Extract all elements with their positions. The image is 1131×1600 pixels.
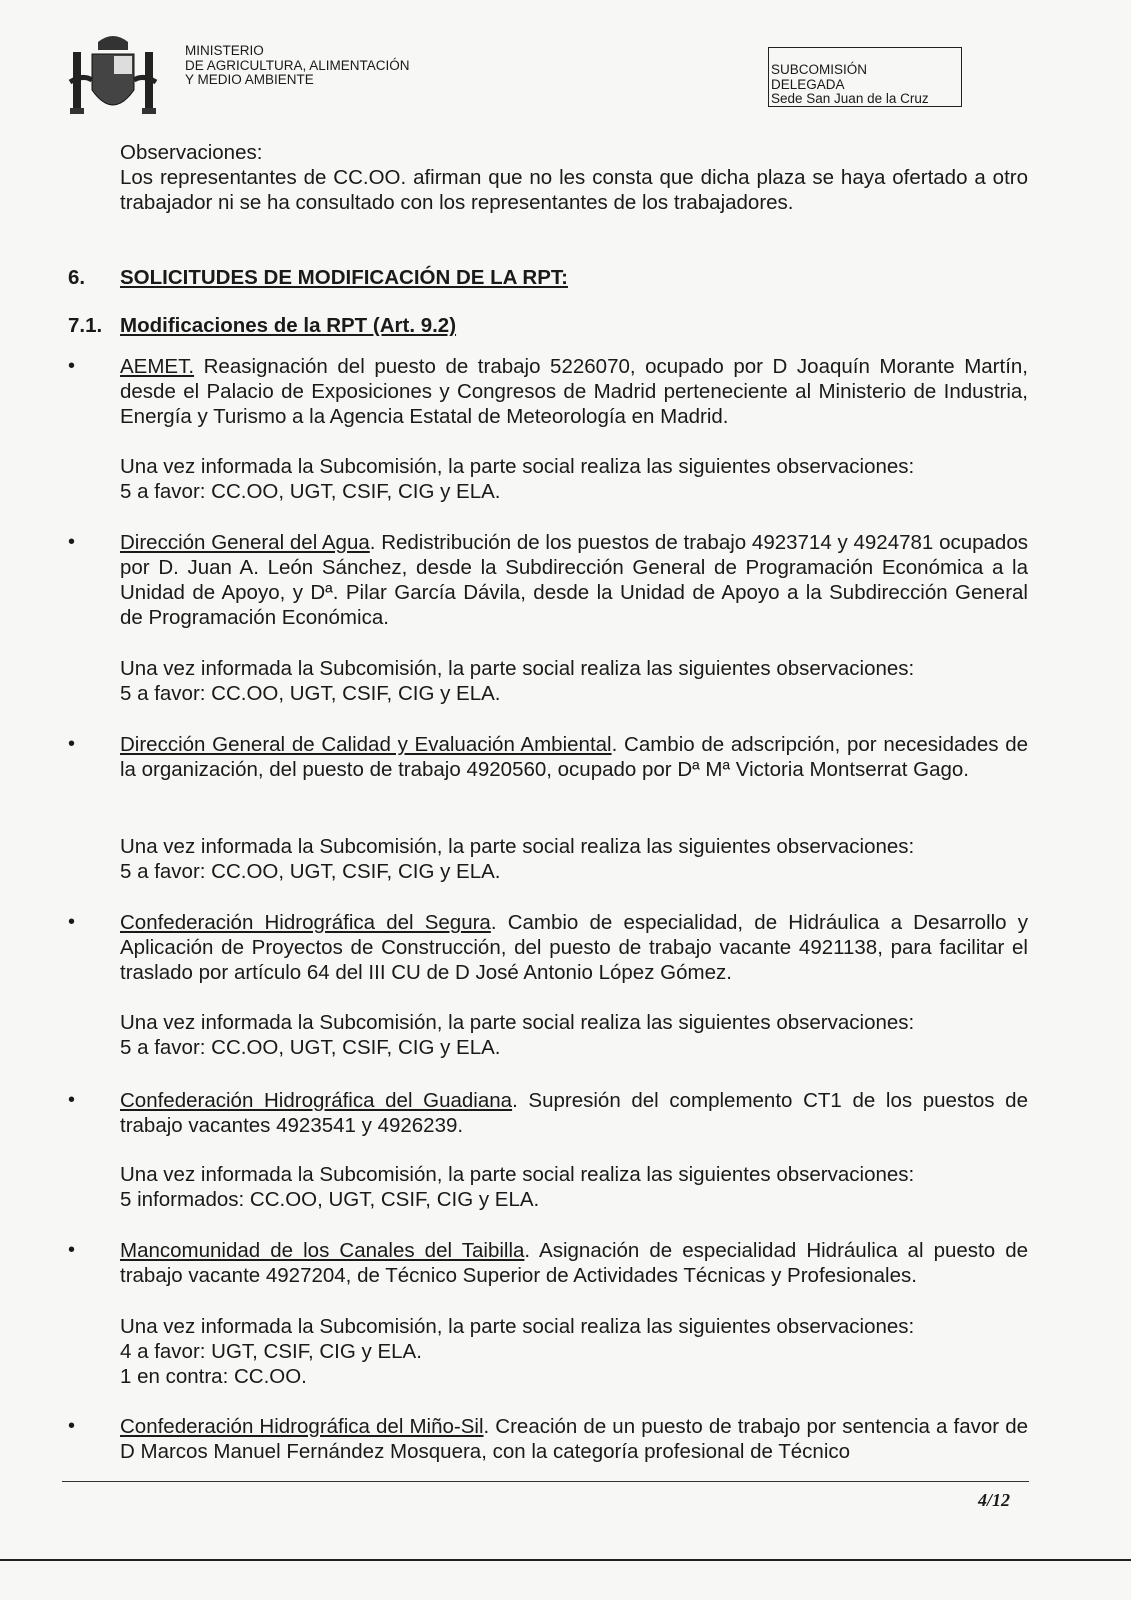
organization-name: Confederación Hidrográfica del Segura bbox=[120, 911, 491, 934]
observations-result bbox=[120, 454, 1028, 504]
observations-block bbox=[120, 140, 1028, 215]
page-bottom-edge bbox=[0, 1559, 1131, 1561]
observations-text: Los representantes de CC.OO. afirman que no les consta que dicha plaza se haya ofertado a otro trabajador ni se ha consultado con los representantes de los trabajadores. bbox=[120, 166, 1028, 214]
observation-line: Una vez informada la Subcomisión, la parte social realiza las siguientes observaciones: bbox=[120, 657, 915, 680]
observation-line: 5 a favor: CC.OO, UGT, CSIF, CIG y ELA. bbox=[120, 682, 501, 705]
page-number: 4/12 bbox=[978, 1490, 1011, 1510]
bullet-icon: • bbox=[68, 733, 76, 755]
rpt-modification-item bbox=[120, 910, 1028, 985]
box-line: DELEGADA bbox=[771, 76, 845, 92]
subcommission-box bbox=[768, 47, 962, 107]
bullet-icon: • bbox=[68, 1089, 76, 1111]
organization-name: AEMET. bbox=[120, 355, 195, 378]
section-7-1-heading bbox=[68, 314, 457, 338]
section-number: 7.1. bbox=[68, 314, 103, 337]
footer-divider bbox=[62, 1481, 1029, 1482]
coat-of-arms-logo bbox=[68, 30, 158, 118]
ministry-line: DE AGRICULTURA, ALIMENTACIÓN bbox=[185, 57, 410, 73]
organization-name: Dirección General de Calidad y Evaluación Ambiental bbox=[120, 733, 612, 756]
rpt-modification-item bbox=[120, 1414, 1028, 1464]
section-title: Modificaciones de la RPT (Art. 9.2) bbox=[120, 314, 457, 337]
observation-line: 5 a favor: CC.OO, UGT, CSIF, CIG y ELA. bbox=[120, 860, 501, 883]
bullet-icon: • bbox=[68, 911, 76, 933]
organization-name: Dirección General del Agua bbox=[120, 531, 370, 554]
bullet-icon: • bbox=[68, 1415, 76, 1437]
observation-line: Una vez informada la Subcomisión, la parte social realiza las siguientes observaciones: bbox=[120, 835, 915, 858]
organization-name: Confederación Hidrográfica del Guadiana bbox=[120, 1089, 513, 1112]
observations-result bbox=[120, 1162, 1028, 1212]
observations-result bbox=[120, 1010, 1028, 1060]
observation-line: Una vez informada la Subcomisión, la parte social realiza las siguientes observaciones: bbox=[120, 1315, 915, 1338]
item-description: . Cambio de especialidad, de Hidráulica a Desarrollo y Aplicación de Proyectos de Construcción, del puesto de trabajo vacante 4921138, para facilitar el traslado por artículo 64 del III CU de D José Antonio López Gómez. bbox=[120, 911, 1028, 984]
observation-line: 5 a favor: CC.OO, UGT, CSIF, CIG y ELA. bbox=[120, 1036, 501, 1059]
ministry-line: MINISTERIO bbox=[185, 43, 264, 58]
item-description: . Supresión del complemento CT1 de los puestos de trabajo vacantes 4923541 y 4926239. bbox=[120, 1089, 1028, 1137]
bullet-icon: • bbox=[68, 1239, 76, 1261]
rpt-modification-item bbox=[120, 732, 1028, 782]
ministry-name bbox=[185, 44, 410, 88]
observations-result bbox=[120, 656, 1028, 706]
rpt-modification-item bbox=[120, 530, 1028, 630]
item-description: . Redistribución de los puestos de trabajo 4923714 y 4924781 ocupados por D. Juan A. León Sánchez, desde la Subdirección General de Programación Económica a la Unidad de Apoyo, y Dª. Pilar García Dávila, desde la Unidad de Apoyo a la Subdirección General de Programación Económica. bbox=[120, 531, 1028, 629]
observations-label: Observaciones: bbox=[120, 141, 263, 164]
section-title: SOLICITUDES DE MODIFICACIÓN DE LA RPT: bbox=[120, 266, 568, 289]
observation-line: 5 a favor: CC.OO, UGT, CSIF, CIG y ELA. bbox=[120, 480, 501, 503]
rpt-modification-item bbox=[120, 1238, 1028, 1288]
section-number: 6. bbox=[68, 266, 86, 289]
observation-line: Una vez informada la Subcomisión, la parte social realiza las siguientes observaciones: bbox=[120, 1163, 915, 1186]
item-description: . Cambio de adscripción, por necesidades de la organización, del puesto de trabajo 4920560, ocupado por Dª Mª Victoria Montserrat Gago. bbox=[120, 733, 1028, 781]
item-description: . Asignación de especialidad Hidráulica al puesto de trabajo vacante 4927204, de Técnico Superior de Actividades Técnicas y Profesionales. bbox=[120, 1239, 1028, 1287]
observations-result bbox=[120, 1314, 1028, 1389]
observations-result bbox=[120, 834, 1028, 884]
rpt-modification-item bbox=[120, 354, 1028, 429]
observation-line: Una vez informada la Subcomisión, la parte social realiza las siguientes observaciones: bbox=[120, 455, 915, 478]
ministry-line: Y MEDIO AMBIENTE bbox=[185, 72, 314, 87]
box-line: Sede San Juan de la Cruz bbox=[771, 91, 929, 106]
organization-name: Confederación Hidrográfica del Miño-Sil bbox=[120, 1415, 484, 1438]
observation-line: 1 en contra: CC.OO. bbox=[120, 1365, 307, 1388]
bullet-icon: • bbox=[68, 355, 76, 377]
rpt-modification-item bbox=[120, 1088, 1028, 1138]
observation-line: 5 informados: CC.OO, UGT, CSIF, CIG y ELA. bbox=[120, 1188, 540, 1211]
organization-name: Mancomunidad de los Canales del Taibilla bbox=[120, 1239, 525, 1262]
box-line: SUBCOMISIÓN bbox=[771, 62, 868, 77]
observation-line: 4 a favor: UGT, CSIF, CIG y ELA. bbox=[120, 1340, 422, 1363]
item-description: Reasignación del puesto de trabajo 5226070, ocupado por D Joaquín Morante Martín, desde el Palacio de Exposiciones y Congresos de Madrid perteneciente al Ministerio de Industria, Energía y Turismo a la Agencia Estatal de Meteorología en Madrid. bbox=[120, 355, 1028, 428]
item-description: . Creación de un puesto de trabajo por sentencia a favor de D Marcos Manuel Fernández Mosquera, con la categoría profesional de Técnico bbox=[120, 1415, 1028, 1463]
section-6-heading bbox=[68, 266, 568, 290]
bullet-icon: • bbox=[68, 531, 76, 553]
observation-line: Una vez informada la Subcomisión, la parte social realiza las siguientes observaciones: bbox=[120, 1011, 915, 1034]
